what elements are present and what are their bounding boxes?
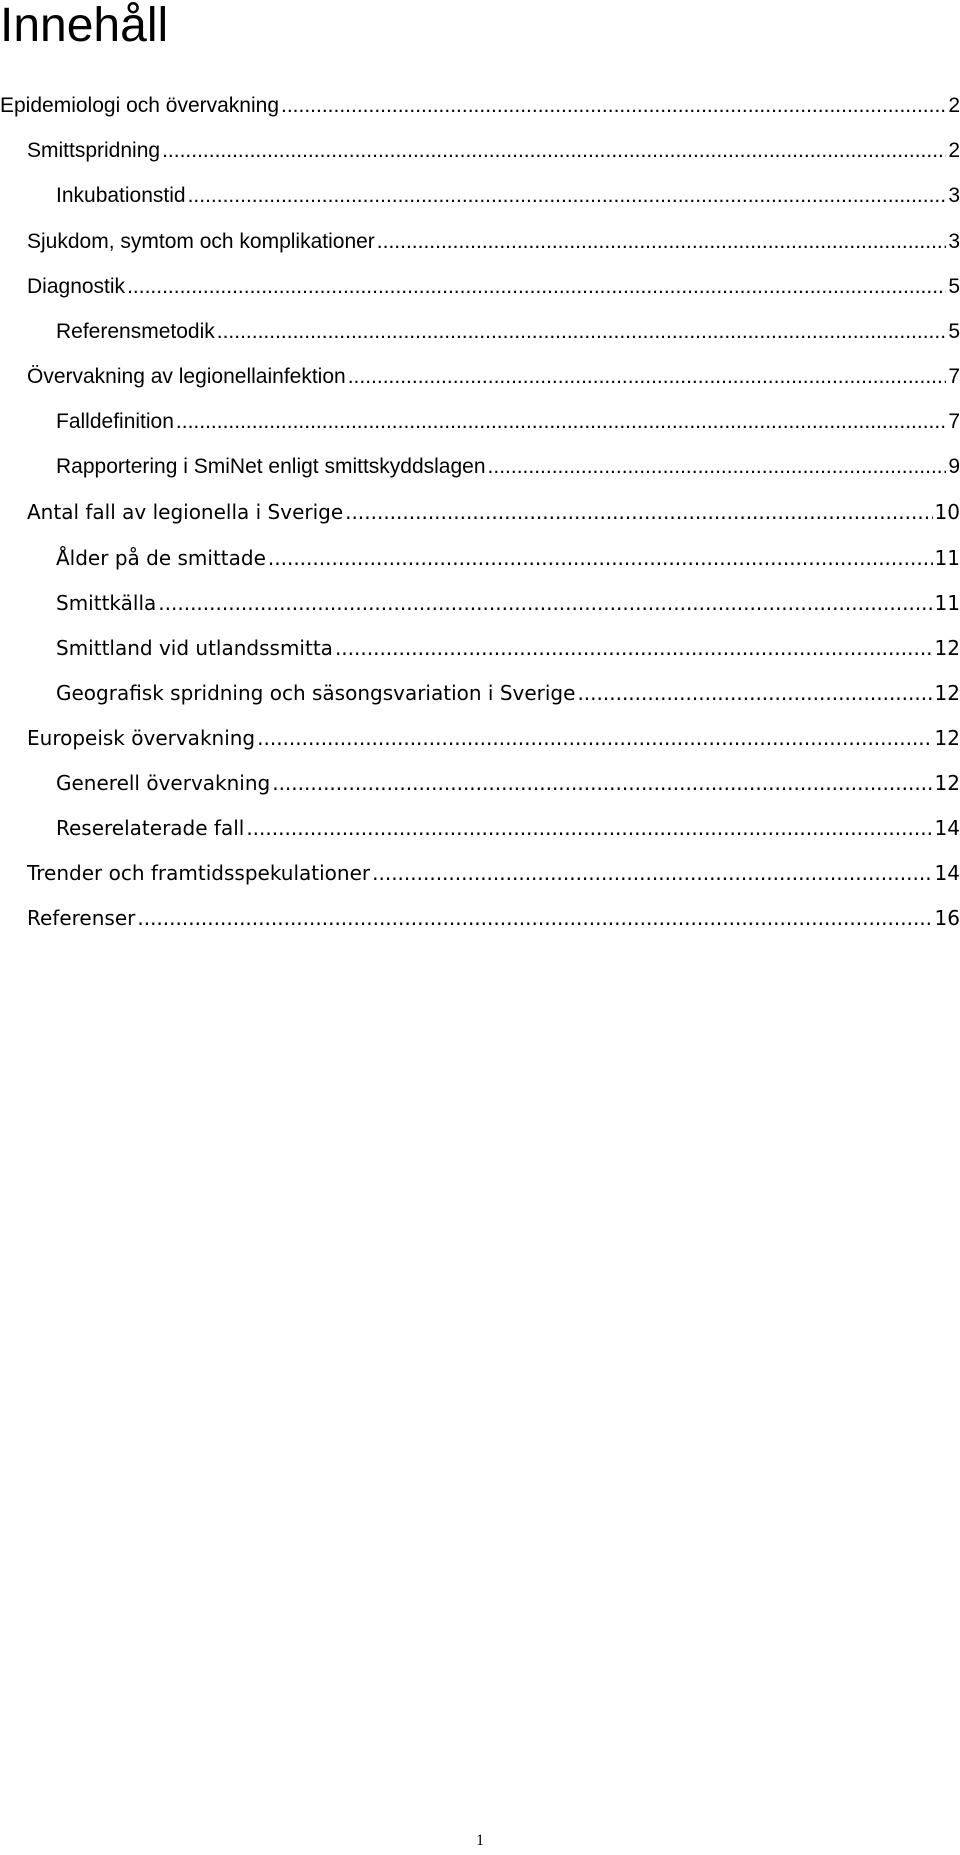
toc-entry-page: 12 (934, 771, 960, 795)
toc-entry-page: 2 (948, 139, 960, 162)
toc-entry-antal-fall[interactable] (27, 494, 960, 524)
toc-entry-label: Trender och framtidsspekulationer (27, 861, 371, 885)
toc-entry-label: Sjukdom, symtom och komplikationer (27, 230, 375, 253)
dot-leader (272, 771, 932, 795)
toc-entry-reserelaterade[interactable] (56, 810, 960, 840)
toc-entry-label: Referensmetodik (56, 320, 215, 343)
toc-entry-page: 12 (934, 636, 960, 660)
toc-entry-page: 11 (934, 546, 960, 570)
dot-leader (577, 681, 932, 705)
toc-entry-sjukdom[interactable] (27, 224, 960, 254)
toc-entry-generell[interactable] (56, 765, 960, 795)
dot-leader (176, 410, 946, 434)
toc-entry-page: 3 (948, 184, 960, 207)
toc-entry-page: 14 (934, 861, 960, 885)
dot-leader (268, 546, 933, 570)
toc-entry-page: 12 (934, 726, 960, 750)
toc-entry-label: Diagnostik (27, 275, 126, 298)
toc-entry-smittkalla[interactable] (56, 585, 960, 615)
toc-entry-page: 7 (948, 410, 960, 433)
toc-entry-label: Reserelaterade fall (56, 816, 245, 840)
toc-entry-referensmetodik[interactable] (56, 314, 960, 344)
page-number: 1 (476, 1832, 484, 1849)
dot-leader (345, 500, 932, 524)
toc-entry-rapportering[interactable] (56, 449, 960, 479)
toc-entry-falldefinition[interactable] (56, 404, 960, 434)
dot-leader (348, 365, 947, 389)
dot-leader (488, 455, 947, 479)
toc-entry-page: 5 (948, 320, 960, 343)
toc-entry-page: 9 (948, 455, 960, 478)
page-title: Innehåll (0, 0, 169, 52)
dot-leader (257, 726, 932, 750)
toc-entry-label: Övervakning av legionellainfektion (27, 365, 346, 388)
toc-entry-page: 16 (934, 906, 960, 930)
toc-entry-page: 3 (948, 230, 960, 253)
toc-entry-alder[interactable] (56, 540, 960, 570)
toc-entry-page: 11 (934, 591, 960, 615)
toc-entry-label: Falldefinition (56, 410, 174, 433)
toc-entry-page: 7 (948, 365, 960, 388)
toc-entry-page: 5 (948, 275, 960, 298)
toc-entry-epidemiologi[interactable] (0, 88, 960, 118)
toc-entry-trender[interactable] (27, 855, 960, 885)
toc-entry-inkubationstid[interactable] (56, 178, 960, 208)
toc-entry-page: 12 (934, 681, 960, 705)
toc-entry-page: 2 (948, 94, 960, 117)
toc-entry-page: 10 (934, 500, 960, 524)
toc-entry-label: Inkubationstid (56, 184, 186, 207)
toc-entry-label: Generell övervakning (56, 771, 271, 795)
dot-leader (217, 320, 947, 344)
toc-entry-smittland[interactable] (56, 630, 960, 660)
toc-entry-label: Antal fall av legionella i Sverige (27, 500, 344, 524)
toc-entry-label: Smittland vid utlandssmitta (56, 636, 333, 660)
dot-leader (372, 861, 932, 885)
toc-entry-diagnostik[interactable] (27, 269, 960, 299)
dot-leader (162, 139, 946, 163)
toc-entry-smittspridning[interactable] (27, 133, 960, 163)
dot-leader (377, 230, 947, 254)
toc-entry-label: Smittkälla (56, 591, 157, 615)
toc-entry-geografisk[interactable] (56, 675, 960, 705)
toc-entry-label: Epidemiologi och övervakning (0, 94, 279, 117)
toc-entry-referenser[interactable] (27, 900, 960, 930)
dot-leader (335, 636, 933, 660)
dot-leader (127, 275, 946, 299)
toc-entry-label: Referenser (27, 906, 136, 930)
dot-leader (246, 816, 932, 840)
toc-entry-overvakning[interactable] (27, 359, 960, 389)
toc-entry-label: Smittspridning (27, 139, 161, 162)
toc-entry-label: Ålder på de smittade (56, 546, 266, 570)
toc-entry-page: 14 (934, 816, 960, 840)
dot-leader (158, 591, 932, 615)
toc-entry-label: Rapportering i SmiNet enligt smittskyddslagen (56, 455, 486, 478)
toc-entry-label: Europeisk övervakning (27, 726, 256, 750)
dot-leader (188, 184, 947, 208)
toc-entry-label: Geografisk spridning och säsongsvariation i Sverige (56, 681, 576, 705)
toc-entry-europeisk[interactable] (27, 720, 960, 750)
dot-leader (281, 94, 946, 118)
dot-leader (137, 906, 932, 930)
